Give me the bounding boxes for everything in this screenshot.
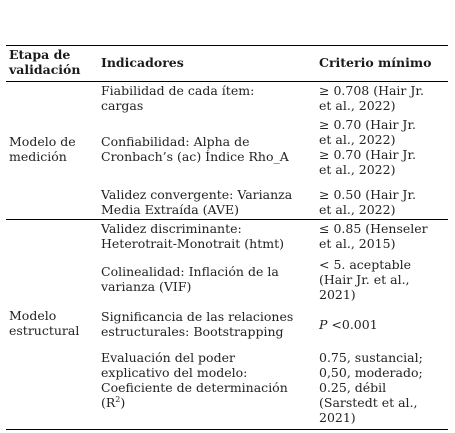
- header-rule: [6, 81, 448, 82]
- table-bottom-rule: [6, 429, 448, 430]
- table-row-indicator: Colinealidad: Inflación de la varianza (VIF): [101, 264, 279, 294]
- table-row-criterion: ≥ 0.70 (Hair Jr. et al., 2022) ≥ 0.70 (Hair Jr. et al., 2022): [319, 117, 417, 177]
- table-row-criterion: ≤ 0.85 (Henseler et al., 2015): [319, 221, 428, 251]
- table-row-indicator: Significancia de las relaciones estructurales: Bootstrapping: [101, 309, 294, 339]
- table-row-criterion: P <0.001: [319, 317, 378, 332]
- table-row-criterion: ≥ 0.708 (Hair Jr. et al., 2022): [319, 83, 424, 113]
- header-criterion: Criterio mínimo: [319, 55, 432, 70]
- group-separator-rule: [6, 219, 448, 220]
- group-label-structural: Modelo estructural: [9, 308, 80, 338]
- table-row-indicator: Fiabilidad de cada ítem: cargas: [101, 83, 255, 113]
- header-indicators: Indicadores: [101, 55, 184, 70]
- table-top-rule: [6, 45, 448, 46]
- table-row-criterion: < 5. aceptable (Hair Jr. et al., 2021): [319, 257, 412, 302]
- table-row-indicator: Validez discriminante: Heterotrait-Monotrait (htmt): [101, 221, 284, 251]
- table-row-indicator: Evaluación del poder explicativo del modelo: Coeficiente de determinación $(R^2)$: [101, 350, 288, 410]
- table-row-indicator: Confiabilidad: Alpha de Cronbach’s (ac) Índice Rho_A: [101, 134, 289, 164]
- table-row-indicator: Validez convergente: Varianza Media Extraída (AVE): [101, 187, 293, 217]
- header-stage: Etapa de validación: [9, 47, 81, 77]
- group-label-measurement: Modelo de medición: [9, 134, 76, 164]
- table-row-criterion: ≥ 0.50 (Hair Jr. et al., 2022): [319, 187, 417, 217]
- table-row-criterion: 0.75, sustancial; 0,50, moderado; 0.25, débil (Sarstedt et al., 2021): [319, 350, 423, 425]
